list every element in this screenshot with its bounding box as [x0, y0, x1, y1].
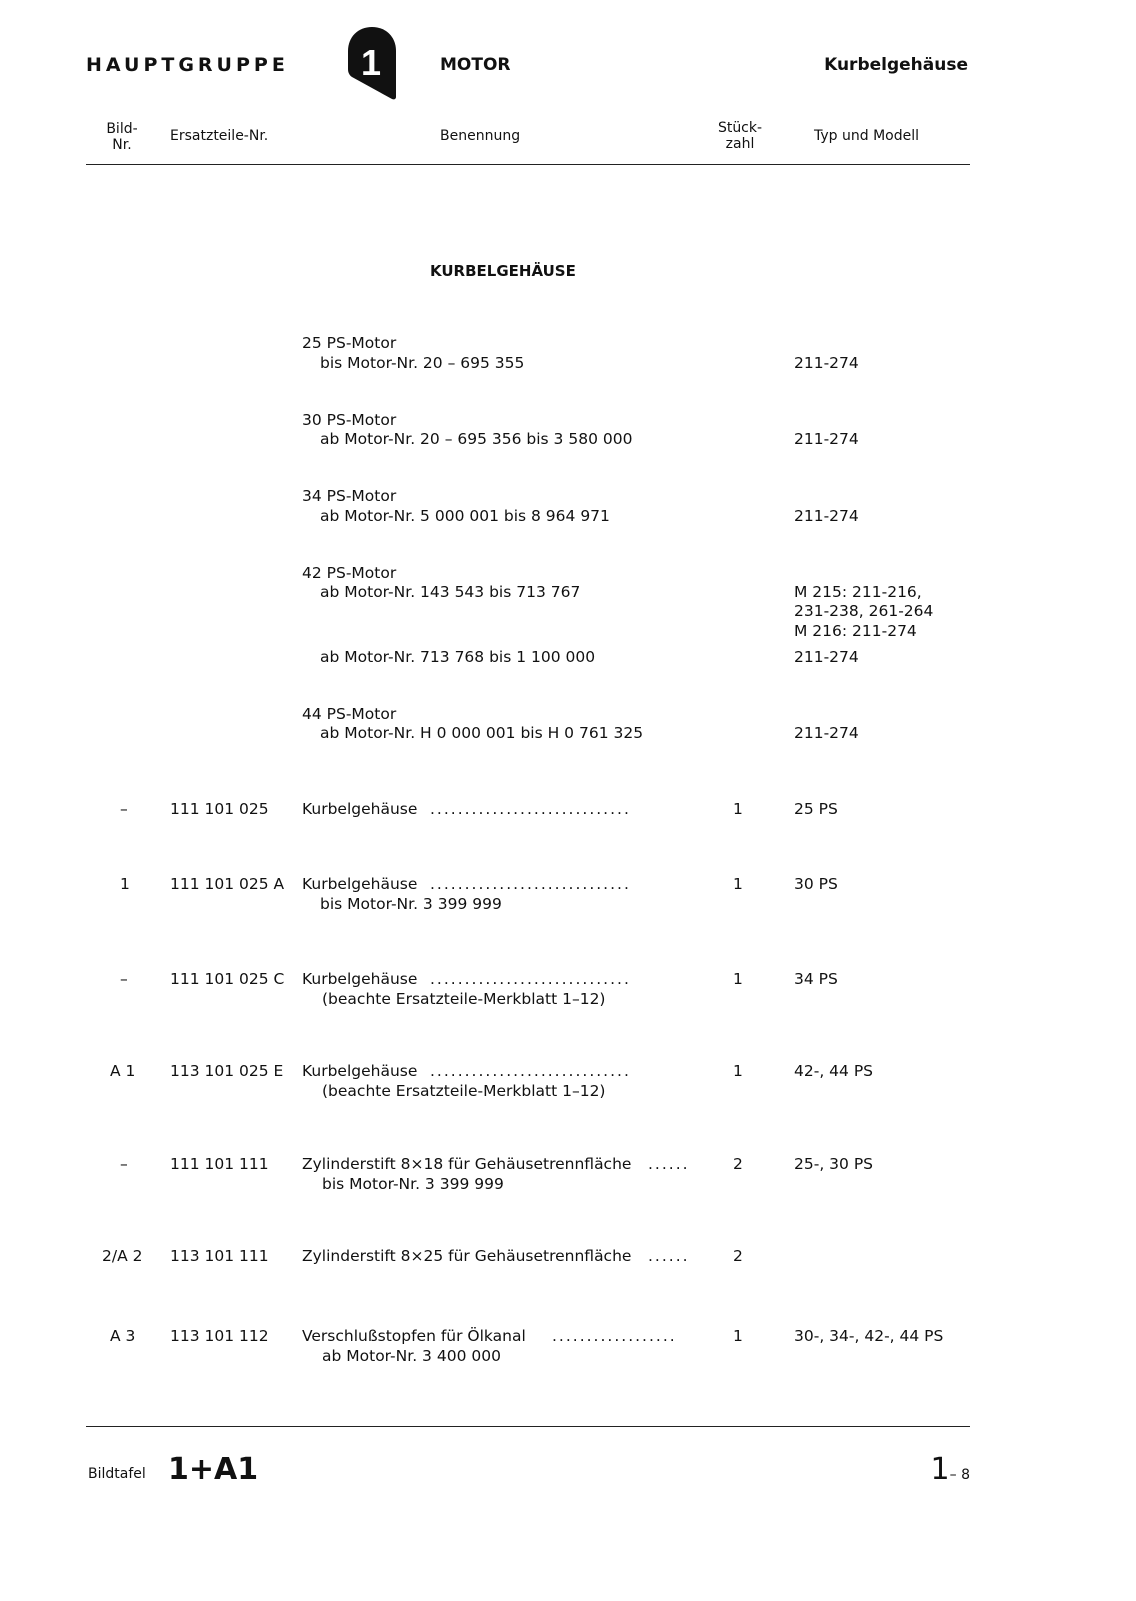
footer-rule [86, 1426, 970, 1427]
page-number-main: 1 [930, 1452, 950, 1487]
row-name: Kurbelgehäuse [302, 875, 418, 893]
col-name: Benennung [440, 128, 521, 144]
row-part-no: 113 101 111 [170, 1247, 269, 1265]
engine-range: ab Motor-Nr. 20 – 695 356 bis 3 580 000 [320, 430, 633, 448]
header-rule [86, 164, 970, 165]
row-leader-dots: ............................. [430, 1062, 631, 1080]
col-qty-line2: zahl [725, 136, 755, 152]
row-type: 34 PS [794, 970, 838, 988]
row-bild: A 1 [110, 1062, 136, 1080]
section-title: KURBELGEHÄUSE [430, 262, 576, 280]
section-name: Kurbelgehäuse [824, 55, 968, 75]
engine-range: ab Motor-Nr. H 0 000 001 bis H 0 761 325 [320, 724, 644, 742]
engine-type-2: 211-274 [794, 648, 859, 666]
row-bild: 2/A 2 [102, 1247, 143, 1265]
engine-range: ab Motor-Nr. 143 543 bis 713 767 [320, 583, 581, 601]
page-number [931, 1452, 970, 1487]
engine-name: 25 PS-Motor [302, 334, 397, 352]
row-part-no: 113 101 112 [170, 1327, 269, 1345]
engine-name: 44 PS-Motor [302, 705, 397, 723]
col-type: Typ und Modell [814, 128, 919, 144]
row-name: Verschlußstopfen für Ölkanal [302, 1327, 526, 1345]
group-name: MOTOR [440, 55, 511, 75]
engine-type: 211-274 [794, 430, 859, 448]
engine-name: 30 PS-Motor [302, 411, 397, 429]
col-qty-line1: Stück- [717, 120, 763, 136]
row-leader-dots: ...... [648, 1155, 690, 1173]
row-leader-dots: .................. [552, 1327, 677, 1345]
row-note: ab Motor-Nr. 3 400 000 [322, 1347, 501, 1365]
row-type: 25 PS [794, 800, 838, 818]
row-leader-dots: ............................. [430, 970, 631, 988]
engine-type: 211-274 [794, 507, 859, 525]
row-bild: 1 [120, 875, 130, 893]
row-bild: A 3 [110, 1327, 136, 1345]
row-qty: 1 [733, 1062, 743, 1080]
bildtafel-number: 1+A1 [168, 1452, 259, 1487]
row-type: 25-, 30 PS [794, 1155, 874, 1173]
row-bild: – [120, 1155, 128, 1173]
row-qty: 2 [733, 1155, 743, 1173]
col-qty [712, 120, 768, 152]
row-type: 30-, 34-, 42-, 44 PS [794, 1327, 944, 1345]
engine-type-line: M 216: 211-274 [794, 622, 917, 640]
col-bild-line2: Nr. [112, 137, 132, 153]
row-name: Zylinderstift 8×25 für Gehäusetrennfläche [302, 1247, 632, 1265]
col-bild-line1: Bild- [106, 121, 138, 137]
row-qty: 1 [733, 1327, 743, 1345]
engine-type: 211-274 [794, 354, 859, 372]
engine-range: ab Motor-Nr. 5 000 001 bis 8 964 971 [320, 507, 610, 525]
group-badge-number: 1 [360, 42, 382, 83]
row-name: Kurbelgehäuse [302, 970, 418, 988]
col-part-no: Ersatzteile-Nr. [170, 128, 269, 144]
row-qty: 1 [733, 800, 743, 818]
row-name: Zylinderstift 8×18 für Gehäusetrennfläche [302, 1155, 632, 1173]
engine-name: 42 PS-Motor [302, 564, 397, 582]
row-part-no: 111 101 025 C [170, 970, 285, 988]
engine-type-line: 231-238, 261-264 [794, 602, 934, 620]
row-type: 42-, 44 PS [794, 1062, 874, 1080]
row-type: 30 PS [794, 875, 838, 893]
group-badge [346, 25, 398, 101]
row-bild: – [120, 800, 128, 818]
bildtafel-label: Bildtafel [88, 1466, 146, 1482]
row-part-no: 111 101 025 [170, 800, 269, 818]
row-bild: – [120, 970, 128, 988]
col-bild [100, 121, 144, 153]
row-note: (beachte Ersatzteile-Merkblatt 1–12) [322, 1082, 606, 1100]
row-name: Kurbelgehäuse [302, 800, 418, 818]
row-note: bis Motor-Nr. 3 399 999 [322, 1175, 504, 1193]
engine-name: 34 PS-Motor [302, 487, 397, 505]
engine-range-2: ab Motor-Nr. 713 768 bis 1 100 000 [320, 648, 596, 666]
row-part-no: 111 101 111 [170, 1155, 269, 1173]
row-leader-dots: ............................. [430, 875, 631, 893]
row-qty: 1 [733, 875, 743, 893]
row-leader-dots: ............................. [430, 800, 631, 818]
engine-type-line: M 215: 211-216, [794, 583, 922, 601]
row-note: (beachte Ersatzteile-Merkblatt 1–12) [322, 990, 606, 1008]
row-leader-dots: ...... [648, 1247, 690, 1265]
row-qty: 1 [733, 970, 743, 988]
row-name: Kurbelgehäuse [302, 1062, 418, 1080]
row-note: bis Motor-Nr. 3 399 999 [320, 895, 502, 913]
group-label: HAUPTGRUPPE [86, 54, 289, 76]
row-part-no: 113 101 025 E [170, 1062, 284, 1080]
engine-type: 211-274 [794, 724, 859, 742]
engine-range: bis Motor-Nr. 20 – 695 355 [320, 354, 525, 372]
page-number-sub: – 8 [949, 1467, 970, 1483]
row-qty: 2 [733, 1247, 743, 1265]
row-part-no: 111 101 025 A [170, 875, 285, 893]
